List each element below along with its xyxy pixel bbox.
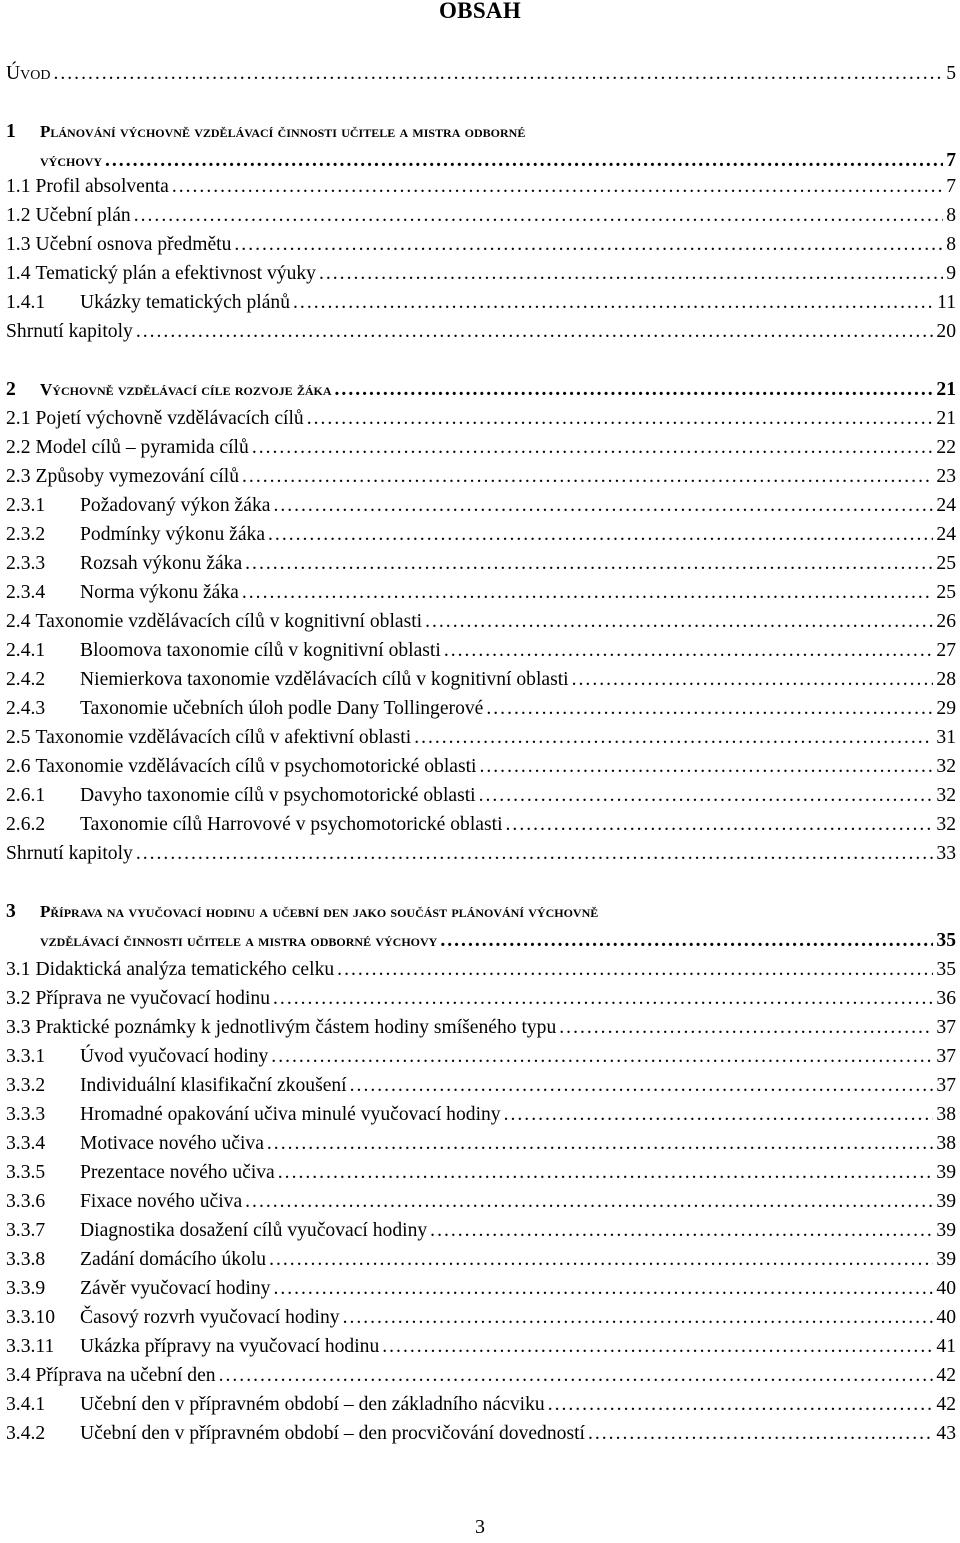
dot-leader xyxy=(337,958,933,982)
dot-leader xyxy=(506,813,934,837)
dot-leader xyxy=(479,755,933,779)
toc-entry-title: Zadání domácího úkolu xyxy=(80,1249,267,1270)
toc-entry-title: Způsoby vymezování cílů xyxy=(35,466,240,487)
toc-entry-number: 2.3.3 xyxy=(6,553,46,574)
toc-entry[interactable] xyxy=(6,291,956,315)
toc-entry-page: 26 xyxy=(936,611,956,632)
dot-leader xyxy=(269,1248,933,1272)
toc-entry-page: 25 xyxy=(936,582,956,603)
toc-entry[interactable] xyxy=(6,1132,956,1156)
toc-entry-number: 2.4 xyxy=(6,611,31,632)
dot-leader xyxy=(414,726,933,750)
dot-leader xyxy=(479,784,934,808)
toc-entry-number: 2.6.1 xyxy=(6,785,46,806)
toc-entry[interactable] xyxy=(6,784,956,808)
toc-entry-page: 39 xyxy=(936,1249,956,1270)
toc-entry-page: 24 xyxy=(936,524,956,545)
toc-entry[interactable] xyxy=(6,62,956,86)
dot-leader xyxy=(136,842,934,866)
toc-entry-page: 28 xyxy=(936,669,956,690)
toc-entry-title: Učební den v přípravném období – den základního nácviku xyxy=(80,1394,545,1415)
toc-entry[interactable] xyxy=(6,726,956,750)
toc-entry-title: Úvod xyxy=(6,63,51,84)
toc-entry[interactable] xyxy=(6,1074,956,1098)
dot-leader xyxy=(234,233,943,257)
dot-leader xyxy=(245,552,933,576)
toc-entry[interactable] xyxy=(6,900,956,924)
toc-entry-title: Závěr vyučovací hodiny xyxy=(80,1278,271,1299)
toc-entry-page: 21 xyxy=(936,408,956,429)
toc-entry-title: Příprava ne vyučovací hodinu xyxy=(35,988,271,1009)
toc-entry-title: Diagnostika dosažení cílů vyučovací hodiny xyxy=(80,1220,428,1241)
toc-entry[interactable] xyxy=(6,1190,956,1214)
toc-entry[interactable] xyxy=(6,1422,956,1446)
toc-entry-title: Ukázka přípravy na vyučovací hodinu xyxy=(80,1336,380,1357)
toc-entry-title: Příprava na vyučovací hodinu a učební den jako součást plánování výchovně xyxy=(40,902,599,921)
toc-entry-title: Úvod vyučovací hodiny xyxy=(80,1046,269,1067)
toc-entry[interactable] xyxy=(6,610,956,634)
toc-entry[interactable] xyxy=(6,233,956,257)
dot-leader xyxy=(245,1190,933,1214)
toc-entry-title: Fixace nového učiva xyxy=(80,1191,243,1212)
toc-entry-number: 2.4.3 xyxy=(6,698,46,719)
toc-entry[interactable] xyxy=(6,1103,956,1127)
toc-entry[interactable] xyxy=(6,320,956,344)
toc-entry[interactable] xyxy=(6,120,956,144)
toc-entry-page: 27 xyxy=(936,640,956,661)
toc-entry[interactable] xyxy=(6,436,956,460)
toc-entry-number: 3.4.2 xyxy=(6,1423,46,1444)
toc-entry-title: Taxonomie vzdělávacích cílů v afektivní oblasti xyxy=(35,727,412,748)
toc-entry-number: 2.4.2 xyxy=(6,669,46,690)
toc-entry-page: 7 xyxy=(946,176,956,197)
dot-leader xyxy=(486,697,933,721)
toc-entry-number: 2.4.1 xyxy=(6,640,46,661)
toc-entry-title: Taxonomie vzdělávacích cílů v kognitivní oblasti xyxy=(35,611,423,632)
toc-entry-title: Motivace nového učiva xyxy=(80,1133,264,1154)
dot-leader xyxy=(134,204,943,228)
toc-entry[interactable] xyxy=(6,175,956,199)
toc-entry-title: Požadovaný výkon žáka xyxy=(80,495,271,516)
toc-entry[interactable] xyxy=(6,149,956,173)
dot-leader xyxy=(136,320,934,344)
toc-entry-page: 38 xyxy=(936,1133,956,1154)
toc-entry[interactable] xyxy=(6,668,956,692)
toc-entry[interactable] xyxy=(6,1306,956,1330)
toc-entry[interactable] xyxy=(6,1016,956,1040)
toc-entry-number: 2.3.2 xyxy=(6,524,46,545)
dot-leader xyxy=(271,1045,933,1069)
dot-leader xyxy=(242,465,933,489)
dot-leader xyxy=(430,1219,933,1243)
toc-entry[interactable] xyxy=(6,204,956,228)
toc-entry-number: 2.3.4 xyxy=(6,582,46,603)
toc-entry[interactable] xyxy=(6,1045,956,1069)
toc-entry[interactable] xyxy=(6,262,956,286)
page-title: OBSAH xyxy=(438,0,522,23)
dot-leader xyxy=(319,262,943,286)
toc-entry-title: Shrnutí kapitoly xyxy=(6,843,133,864)
toc-entry-number: 1.2 xyxy=(6,205,31,226)
toc-entry-title: Profil absolventa xyxy=(35,176,169,197)
toc-entry-page: 20 xyxy=(936,321,956,342)
toc-entry-title: Norma výkonu žáka xyxy=(80,582,239,603)
toc-entry[interactable] xyxy=(6,523,956,547)
toc-entry-number: 3.3.4 xyxy=(6,1133,46,1154)
toc-entry[interactable] xyxy=(6,581,956,605)
toc-entry-title: Taxonomie cílů Harrovové v psychomotorické oblasti xyxy=(80,814,503,835)
toc-entry-page: 33 xyxy=(936,843,956,864)
dot-leader xyxy=(504,1103,934,1127)
toc-entry-title: Prezentace nového učiva xyxy=(80,1162,275,1183)
toc-entry-number: 3.3.9 xyxy=(6,1278,46,1299)
dot-leader xyxy=(382,1335,933,1359)
dot-leader xyxy=(172,175,943,199)
toc-entry-title: vzdělávací činnosti učitele a mistra odborné výchovy xyxy=(40,931,438,950)
dot-leader xyxy=(273,494,933,518)
toc-entry[interactable] xyxy=(6,1219,956,1243)
toc-entry-page: 35 xyxy=(936,959,956,980)
toc-entry-number: 3.3.8 xyxy=(6,1249,46,1270)
toc-entry-page: 5 xyxy=(946,63,956,84)
toc-entry-title: Výchovně vzdělávací cíle rozvoje žáka xyxy=(40,380,332,399)
toc-entry[interactable] xyxy=(6,639,956,663)
toc-entry-page: 40 xyxy=(936,1278,956,1299)
toc-entry-title: Ukázky tematických plánů xyxy=(80,292,291,313)
toc-entry-page: 42 xyxy=(936,1394,956,1415)
toc-entry[interactable] xyxy=(6,697,956,721)
toc-entry-title: Praktické poznámky k jednotlivým částem hodiny smíšeného typu xyxy=(35,1017,557,1038)
toc-entry-page: 25 xyxy=(936,553,956,574)
toc-entry-page: 35 xyxy=(936,930,956,951)
toc-entry-number: 3.1 xyxy=(6,959,31,980)
toc-entry-number: 3.3.2 xyxy=(6,1075,46,1096)
toc-entry-page: 41 xyxy=(936,1336,956,1357)
toc-entry-title: Taxonomie učebních úloh podle Dany Tollingerové xyxy=(80,698,484,719)
dot-leader xyxy=(440,929,933,953)
dot-leader xyxy=(273,1277,933,1301)
toc-entry-page: 40 xyxy=(936,1307,956,1328)
toc-entry-title: Učební plán xyxy=(35,205,131,226)
toc-entry-page: 9 xyxy=(946,263,956,284)
toc-entry-page: 23 xyxy=(936,466,956,487)
toc-entry-title: Tematický plán a efektivnost výuky xyxy=(35,263,316,284)
toc-entry-title: Podmínky výkonu žáka xyxy=(80,524,266,545)
toc-entry-number: 2.1 xyxy=(6,408,31,429)
toc-entry-title: Shrnutí kapitoly xyxy=(6,321,133,342)
toc-entry-number: 3.3.6 xyxy=(6,1191,46,1212)
toc-entry-page: 21 xyxy=(936,379,956,400)
dot-leader xyxy=(242,581,934,605)
toc-entry-title: Davyho taxonomie cílů v psychomotorické oblasti xyxy=(80,785,476,806)
toc-entry-number: 2.6.2 xyxy=(6,814,46,835)
toc-entry-number: 1.1 xyxy=(6,176,31,197)
toc-entry-number: 3.3 xyxy=(6,1017,31,1038)
toc-entry[interactable] xyxy=(6,813,956,837)
dot-leader xyxy=(267,1132,934,1156)
toc-entry-page: 42 xyxy=(936,1365,956,1386)
toc-entry-number: 3.4 xyxy=(6,1365,31,1386)
toc-entry[interactable] xyxy=(6,407,956,431)
toc-entry-page: 38 xyxy=(936,1104,956,1125)
toc-entry-title: Bloomova taxonomie cílů v kognitivní oblasti xyxy=(80,640,441,661)
toc-entry[interactable] xyxy=(6,842,956,866)
dot-leader xyxy=(444,639,934,663)
toc-entry-page: 39 xyxy=(936,1220,956,1241)
toc-entry-number: 3 xyxy=(6,901,16,922)
toc-entry-title: Učební osnova předmětu xyxy=(35,234,232,255)
toc-entry-page: 37 xyxy=(936,1046,956,1067)
toc-entry-number: 1.4.1 xyxy=(6,292,46,313)
toc-entry-page: 39 xyxy=(936,1162,956,1183)
dot-leader xyxy=(572,668,934,692)
toc-entry-page: 29 xyxy=(936,698,956,719)
toc-entry-title: Časový rozvrh vyučovací hodiny xyxy=(80,1307,340,1328)
toc-entry-number: 2.2 xyxy=(6,437,31,458)
dot-leader xyxy=(273,987,933,1011)
toc-entry-page: 11 xyxy=(937,292,956,313)
dot-leader xyxy=(105,149,943,173)
toc-entry-title: Individuální klasifikační zkoušení xyxy=(80,1075,347,1096)
toc-entry-number: 3.3.3 xyxy=(6,1104,46,1125)
toc-entry-page: 8 xyxy=(946,205,956,226)
toc-entry-number: 2.5 xyxy=(6,727,31,748)
dot-leader xyxy=(343,1306,934,1330)
toc-entry[interactable] xyxy=(6,1248,956,1272)
toc-entry-page: 39 xyxy=(936,1191,956,1212)
toc-entry-title: výchovy xyxy=(40,151,102,170)
toc-entry-page: 7 xyxy=(946,150,956,171)
dot-leader xyxy=(350,1074,934,1098)
toc-entry-number: 3.3.5 xyxy=(6,1162,46,1183)
dot-leader xyxy=(307,407,934,431)
toc-entry-number: 2 xyxy=(6,379,16,400)
toc-entry[interactable] xyxy=(6,987,956,1011)
toc-entry[interactable] xyxy=(6,494,956,518)
toc-entry-title: Model cílů – pyramida cílů xyxy=(35,437,249,458)
toc-entry-page: 32 xyxy=(936,785,956,806)
toc-entry-title: Rozsah výkonu žáka xyxy=(80,553,243,574)
toc-entry-title: Niemierkova taxonomie vzdělávacích cílů v kognitivní oblasti xyxy=(80,669,569,690)
dot-leader xyxy=(335,378,934,402)
toc-entry-number: 2.6 xyxy=(6,756,31,777)
toc-entry-page: 36 xyxy=(936,988,956,1009)
toc-entry-number: 3.4.1 xyxy=(6,1394,46,1415)
toc-entry[interactable] xyxy=(6,1364,956,1388)
dot-leader xyxy=(425,610,933,634)
toc-entry-title: Hromadné opakování učiva minulé vyučovací hodiny xyxy=(80,1104,501,1125)
toc-entry-page: 32 xyxy=(936,814,956,835)
toc-entry-title: Příprava na učební den xyxy=(35,1365,216,1386)
toc-entry-number: 3.3.1 xyxy=(6,1046,46,1067)
dot-leader xyxy=(268,523,933,547)
toc-entry-number: 1.4 xyxy=(6,263,31,284)
toc-entry-title: Pojetí výchovně vzdělávacích cílů xyxy=(35,408,304,429)
toc-entry[interactable] xyxy=(6,552,956,576)
dot-leader xyxy=(219,1364,934,1388)
toc-entry[interactable] xyxy=(6,755,956,779)
toc-entry-number: 3.3.11 xyxy=(6,1336,55,1357)
dot-leader xyxy=(548,1393,934,1417)
toc-entry[interactable] xyxy=(6,1335,956,1359)
toc-entry[interactable] xyxy=(6,958,956,982)
toc-entry[interactable] xyxy=(6,929,956,953)
toc-entry-number: 3.3.10 xyxy=(6,1307,55,1328)
toc-entry-title: Didaktická analýza tematického celku xyxy=(35,959,335,980)
dot-leader xyxy=(278,1161,934,1185)
toc-entry-number: 2.3.1 xyxy=(6,495,46,516)
toc-entry-page: 8 xyxy=(946,234,956,255)
dot-leader xyxy=(252,436,934,460)
dot-leader xyxy=(588,1422,933,1446)
toc-entry-title: Taxonomie vzdělávacích cílů v psychomotorické oblasti xyxy=(35,756,477,777)
toc-entry[interactable] xyxy=(6,1161,956,1185)
toc-entry-page: 37 xyxy=(936,1075,956,1096)
toc-entry-page: 22 xyxy=(936,437,956,458)
toc-entry-number: 1.3 xyxy=(6,234,31,255)
toc-entry-number: 3.3.7 xyxy=(6,1220,46,1241)
toc-entry-page: 37 xyxy=(936,1017,956,1038)
toc-entry-number: 3.2 xyxy=(6,988,31,1009)
page-number: 3 xyxy=(475,1516,485,1538)
toc-entry[interactable] xyxy=(6,1393,956,1417)
toc-entry[interactable] xyxy=(6,378,956,402)
toc-entry-page: 43 xyxy=(936,1423,956,1444)
toc-entry-title: Plánování výchovně vzdělávací činnosti učitele a mistra odborné xyxy=(40,122,526,141)
toc-entry-page: 32 xyxy=(936,756,956,777)
toc-entry-number: 2.3 xyxy=(6,466,31,487)
toc-entry-page: 31 xyxy=(936,727,956,748)
toc-entry[interactable] xyxy=(6,465,956,489)
toc-entry-number: 1 xyxy=(6,121,16,142)
dot-leader xyxy=(559,1016,933,1040)
dot-leader xyxy=(53,62,943,86)
toc-entry[interactable] xyxy=(6,1277,956,1301)
toc-entry-title: Učební den v přípravném období – den procvičování dovedností xyxy=(80,1423,585,1444)
dot-leader xyxy=(293,291,934,315)
toc-entry-page: 24 xyxy=(936,495,956,516)
